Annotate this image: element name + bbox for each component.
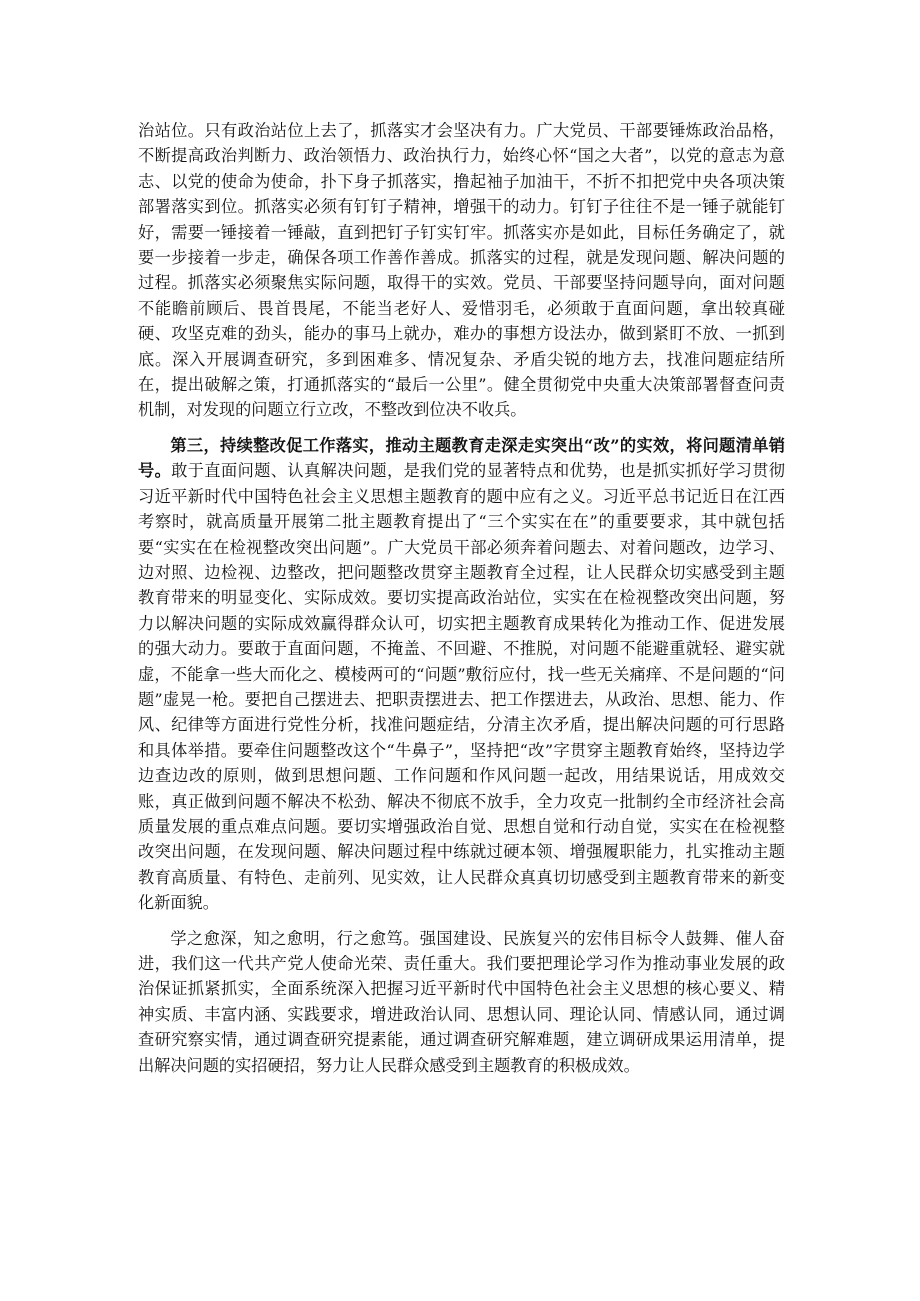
paragraph-continuation: 治站位。只有政治站位上去了，抓落实才会坚决有力。广大党员、干部要锤炼政治品格，不断提高政治判断力、政治领悟力、政治执行力，始终心怀“国之大者”，以党的意志为意志、以党的使命为使命，扑下身子抓落实，撸起袖子加油干，不折不扣把党中央各项决策部署落实到位。抓落实必须有钉钉子精神，增强干的动力。钉钉子往往不是一锤子就能钉好，需要一锤接着一锤敲，直到把钉子钉实钉牢。抓落实亦是如此，目标任务确定了，就要一步接着一步走，确保各项工作善作善成。抓落实的过程，就是发现问题、解决问题的过程。抓落实必须聚焦实际问题，取得干的实效。党员、干部要坚持问题导向，面对问题不能瞻前顾后、畏首畏尾，不能当老好人、爱惜羽毛，必须敢于直面问题，拿出较真碰硬、攻坚克难的劲头，能办的事马上就办，难办的事想方设法办，做到紧盯不放、一抓到底。深入开展调查研究，多到困难多、情况复杂、矛盾尖锐的地方去，找准问题症结所在，提出破解之策，打通抓落实的“最后一公里”。健全贯彻党中央重大决策部署督查问责机制，对发现的问题立行立改，不整改到位决不收兵。 bbox=[138, 121, 785, 420]
document-page bbox=[138, 118, 785, 1078]
paragraph-conclusion: 学之愈深，知之愈明，行之愈笃。强国建设、民族复兴的宏伟目标令人鼓舞、催人奋进，我们这一代共产党人使命光荣、责任重大。我们要把理论学习作为推动事业发展的政治保证抓紧抓实，全面系统深入把握习近平新时代中国特色社会主义思想的核心要义、精神实质、丰富内涵、实践要求，增进政治认同、思想认同、理论认同、情感认同，通过调查研究察实情，通过调查研究提素能，通过调查研究解难题，建立调研成果运用清单，提出解决问题的实招硬招，努力让人民群众感受到主题教育的积极成效。 bbox=[138, 928, 785, 1075]
paragraph-section-three bbox=[138, 433, 785, 916]
section-heading-bold: 第三，持续整改促工作落实，推动主题教育走深走实突出“改”的实效，将问题清单销号。 bbox=[138, 435, 785, 481]
section-body: 敢于直面问题、认真解决问题，是我们党的显著特点和优势，也是抓实抓好学习贯彻习近平新时代中国特色社会主义思想主题教育的题中应有之义。习近平总书记近日在江西考察时，就高质量开展第二批主题教育提出了“三个实实在在”的重要要求，其中就包括要“实实在在检视整改突出问题”。广大党员干部必须奔着问题去、对着问题改，边学习、边对照、边检视、边整改，把问题整改贯穿主题教育全过程，让人民群众切实感受到主题教育带来的明显变化、实际成效。要切实提高政治站位，实实在在检视整改突出问题，努力以解决问题的实际成效赢得群众认可，切实把主题教育成果转化为推动工作、促进发展的强大动力。要敢于直面问题，不掩盖、不回避、不推脱，对问题不能避重就轻、避实就虚，不能拿一些大而化之、模棱两可的“问题”敷衍应付，找一些无关痛痒、不是问题的“问题”虚晃一枪。要把自己摆进去、把职责摆进去、把工作摆进去，从政治、思想、能力、作风、纪律等方面进行党性分析，找准问题症结，分清主次矛盾，提出解决问题的可行思路和具体举措。要牵住问题整改这个“牛鼻子”，坚持把“改”字贯穿主题教育始终，坚持边学边查边改的原则，做到思想问题、工作问题和作风问题一起改，用结果说话，用成效交账，真正做到问题不解决不松劲、解决不彻底不放手，全力攻克一批制约全市经济社会高质量发展的重点难点问题。要切实增强政治自觉、思想自觉和行动自觉，实实在在检视整改突出问题，在发现问题、解决问题过程中练就过硬本领、增强履职能力，扎实推动主题教育高质量、有特色、走前列、见实效，让人民群众真真切切感受到主题教育带来的新变化新面貌。 bbox=[138, 461, 785, 913]
